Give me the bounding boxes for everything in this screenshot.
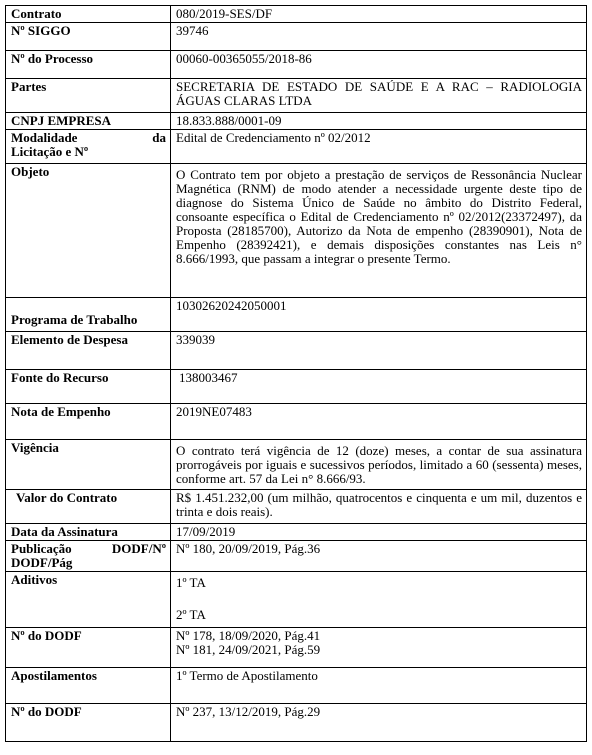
value-cnpj: 18.833.888/0001-09 [171, 113, 587, 130]
value-aditivos [171, 572, 587, 628]
row-assinatura [6, 524, 587, 541]
row-elemento [6, 332, 587, 370]
row-cnpj [6, 113, 587, 130]
row-apostilamentos [6, 668, 587, 704]
label-modalidade-part1: Modalidade [11, 130, 78, 145]
row-partes [6, 79, 587, 113]
label-empenho: Nota de Empenho [6, 404, 171, 440]
value-assinatura: 17/09/2019 [171, 524, 587, 541]
value-fonte: 138003467 [171, 370, 587, 404]
value-empenho: 2019NE07483 [171, 404, 587, 440]
label-processo: Nº do Processo [6, 51, 171, 79]
value-aditivo-1: 1º TA [176, 575, 206, 590]
value-contrato: 080/2019-SES/DF [171, 6, 587, 23]
label-dodf-aditivos: Nº do DODF [6, 628, 171, 668]
row-dodf-apostilamentos [6, 704, 587, 742]
contract-summary-table [5, 5, 587, 742]
label-aditivos: Aditivos [6, 572, 171, 628]
label-modalidade [6, 130, 171, 164]
label-fonte: Fonte do Recurso [6, 370, 171, 404]
value-vigencia: O contrato terá vigência de 12 (doze) meses, a contar de sua assinatura prorrogáveis por iguais e sucessivos períodos, limitado a 60 (sessenta) meses, conforme art. 57 da Lei n° 8.666/93. [171, 440, 587, 490]
value-modalidade: Edital de Credenciamento nº 02/2012 [171, 130, 587, 164]
label-assinatura: Data da Assinatura [6, 524, 171, 541]
row-publicacao [6, 541, 587, 572]
value-dodf-aditivo-1: Nº 178, 18/09/2020, Pág.41 [176, 628, 321, 643]
label-modalidade-part2: da [152, 130, 166, 145]
value-siggo: 39746 [171, 23, 587, 51]
label-dodf-apostilamentos: Nº do DODF [6, 704, 171, 742]
label-apostilamentos: Apostilamentos [6, 668, 171, 704]
value-dodf-aditivo-2: Nº 181, 24/09/2021, Pág.59 [176, 642, 321, 657]
value-publicacao: Nº 180, 20/09/2019, Pág.36 [171, 541, 587, 572]
label-siggo: Nº SIGGO [6, 23, 171, 51]
label-contrato: Contrato [6, 6, 171, 23]
label-objeto: Objeto [6, 164, 171, 298]
value-dodf-aditivos [171, 628, 587, 668]
row-aditivos [6, 572, 587, 628]
value-processo: 00060-00365055/2018-86 [171, 51, 587, 79]
value-elemento: 339039 [171, 332, 587, 370]
value-partes: SECRETARIA DE ESTADO DE SAÚDE E A RAC – RADIOLOGIA ÁGUAS CLARAS LTDA [171, 79, 587, 113]
row-programa [6, 298, 587, 332]
label-partes: Partes [6, 79, 171, 113]
value-valor: R$ 1.451.232,00 (um milhão, quatrocentos e cinquenta e um mil, duzentos e trinta e dois reais). [171, 490, 587, 524]
value-apostilamentos: 1º Termo de Apostilamento [171, 668, 587, 704]
label-vigencia: Vigência [6, 440, 171, 490]
value-programa: 10302620242050001 [171, 298, 587, 332]
row-siggo [6, 23, 587, 51]
value-dodf-apostilamentos: Nº 237, 13/12/2019, Pág.29 [171, 704, 587, 742]
row-fonte [6, 370, 587, 404]
row-modalidade [6, 130, 587, 164]
value-aditivo-2: 2º TA [176, 607, 206, 622]
label-valor: Valor do Contrato [6, 490, 171, 524]
label-publicacao [6, 541, 171, 572]
label-programa: Programa de Trabalho [6, 298, 171, 332]
row-dodf-aditivos [6, 628, 587, 668]
label-publicacao-part2: DODF/Nº [111, 541, 166, 556]
row-valor [6, 490, 587, 524]
row-objeto [6, 164, 587, 298]
label-cnpj: CNPJ EMPRESA [6, 113, 171, 130]
label-elemento: Elemento de Despesa [6, 332, 171, 370]
label-publicacao-part1: Publicação [11, 541, 72, 556]
label-publicacao-part3: DODF/Pág [11, 555, 73, 570]
row-vigencia [6, 440, 587, 490]
value-objeto: O Contrato tem por objeto a prestação de serviços de Ressonância Nuclear Magnética (RNM) de modo atender a necessidade urgente deste tipo de diagnose do Sistema Único de Saúde no âmbito do Distrito Federal, consoante específica o Edital de Credenciamento nº 02/2012(23372497), da Proposta (28185700), Autorizo da Nota de empenho (28390901), Nota de Empenho (28392421), e demais disposições constantes nas Leis n° 8.666/1993, que passam a integrar o presente Termo. [171, 164, 587, 298]
label-modalidade-part3: Licitação e Nº [11, 144, 89, 159]
row-empenho [6, 404, 587, 440]
row-processo [6, 51, 587, 79]
row-contrato [6, 6, 587, 23]
